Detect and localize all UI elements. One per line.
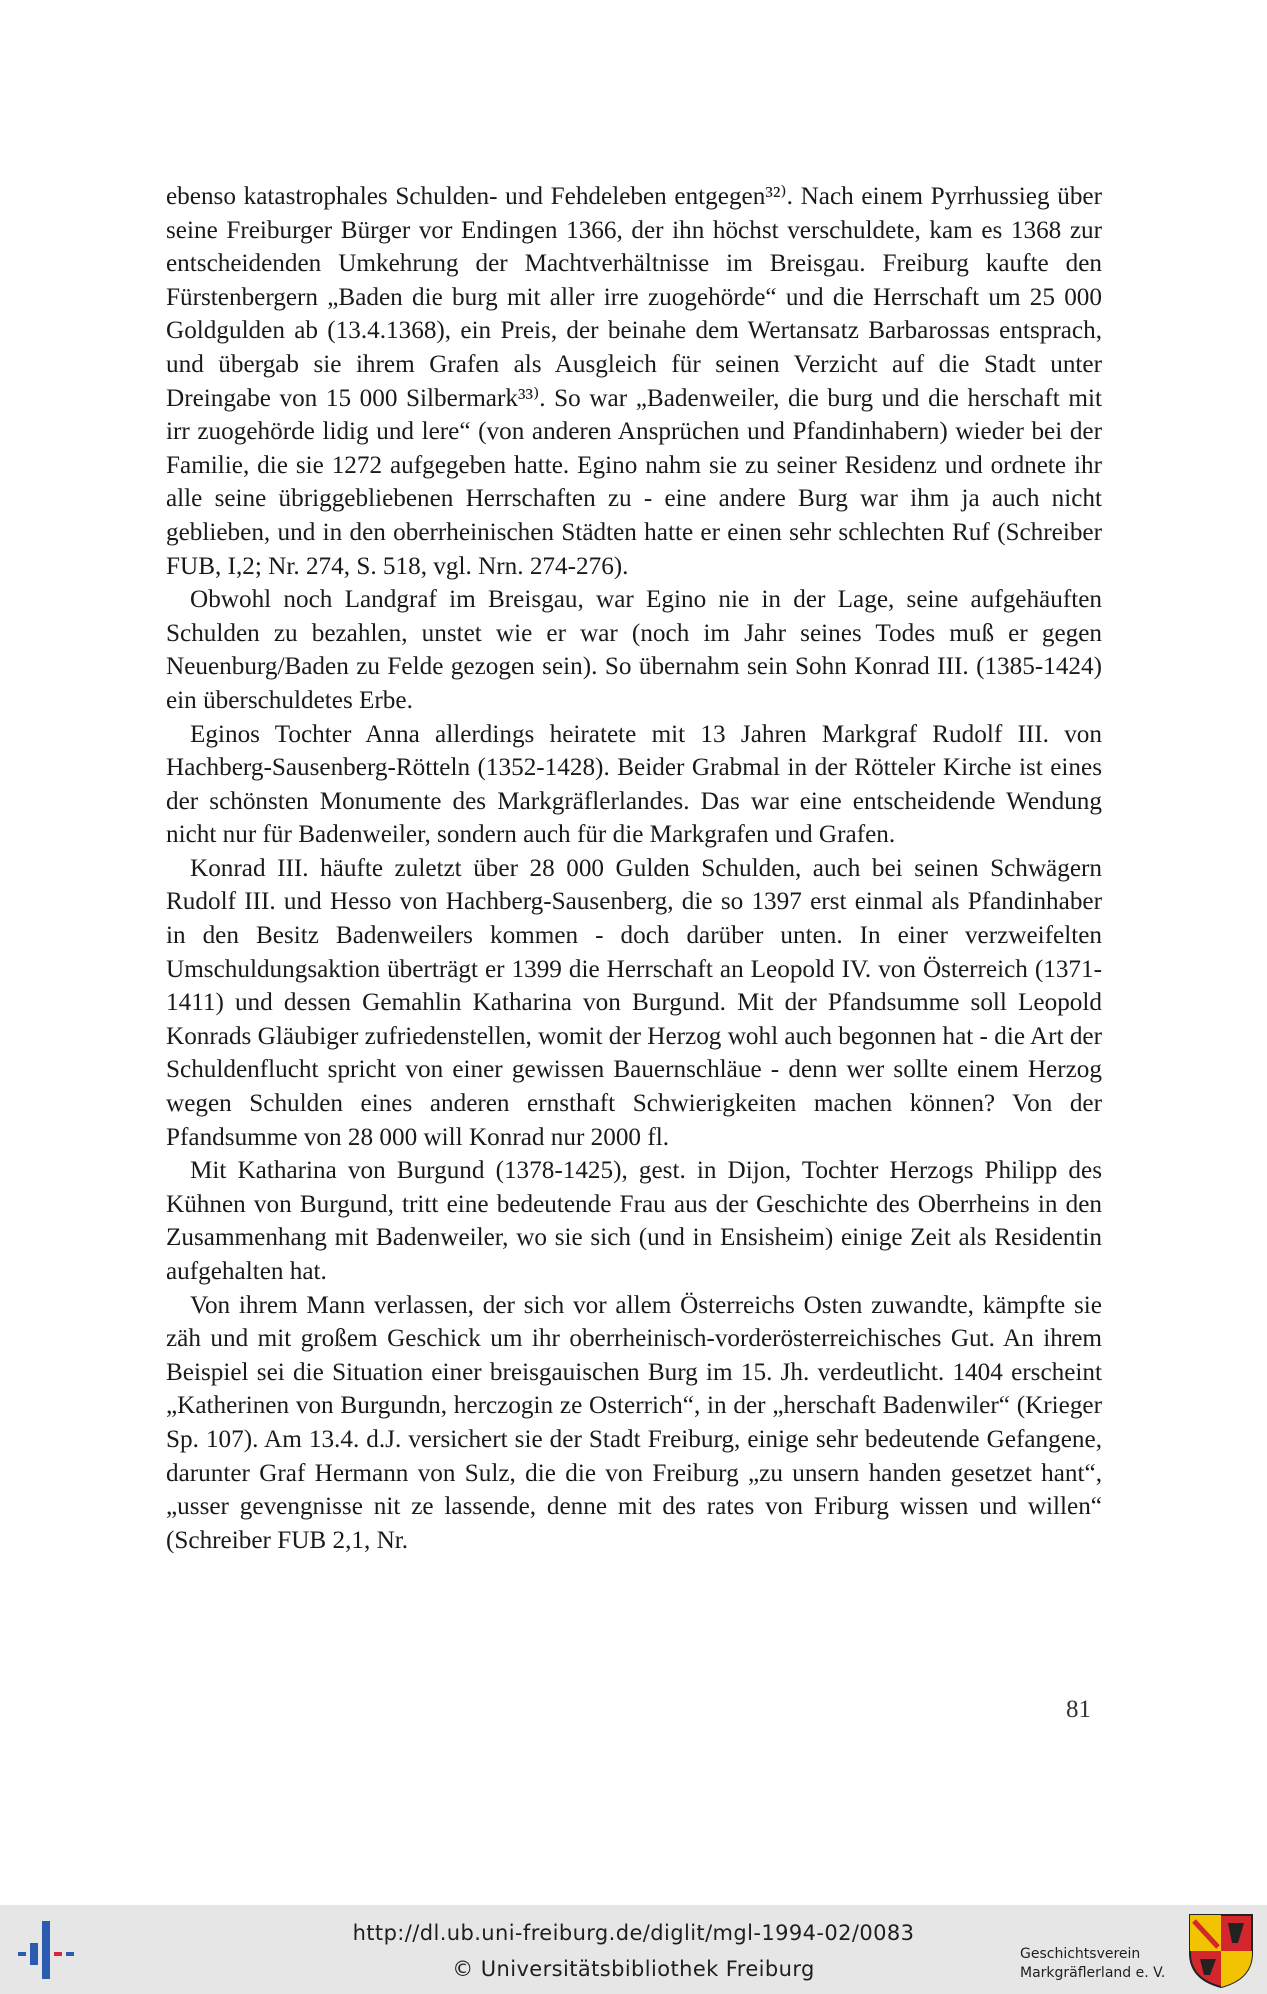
paragraph: Von ihrem Mann verlassen, der sich vor allem Österreichs Osten zuwandte, kämpfte sie zäh und mit großem Geschick um ihr oberrheinisch-vorderösterreichisches Gut. An ihrem Beispiel sei die Situation einer breisgauischen Burg im 15. Jh. verdeutlicht. 1404 erscheint „Katherinen von Burgundn, herczogin ze Osterrich“, in der „herschaft Badenwiler“ (Krieger Sp. 107). Am 13.4. d.J. versichert sie der Stadt Freiburg, einige sehr bedeutende Gefangene, darunter Graf Hermann von Sulz, die die von Freiburg „zu unsern handen gesetzet hant“, „usser gevengnisse nit ze lassende, denne mit des rates von Friburg wissen und willen“ (Schreiber FUB 2,1, Nr.	[166, 1291, 1102, 1554]
paragraph: Mit Katharina von Burgund (1378-1425), gest. in Dijon, Tochter Herzogs Philipp des Kühnen von Burgund, tritt eine bedeutende Frau aus der Geschichte des Oberrheins in den Zusammenhang mit Badenweiler, wo sie sich (und in Ensisheim) einige Zeit als Residentin aufgehalten hat.	[166, 1157, 1102, 1285]
paragraph: Eginos Tochter Anna allerdings heiratete mit 13 Jahren Markgraf Rudolf III. von Hachberg-Sausenberg-Rötteln (1352-1428). Beider Grabmal in der Rötteler Kirche ist eines der schönsten Monumente des Markgräflerlandes. Das war eine entscheidende Wendung nicht nur für Badenweiler, sondern auch für die Markgrafen und Grafen.	[166, 720, 1102, 849]
document-url-link[interactable]: http://dl.ub.uni-freiburg.de/diglit/mgl-1994-02/0083	[352, 1921, 915, 1945]
society-name	[1020, 1945, 1165, 1983]
copyright-text: © Universitätsbibliothek Freiburg	[452, 1957, 815, 1981]
body-text	[166, 180, 1102, 1557]
coat-of-arms-icon	[1188, 1913, 1254, 1989]
paragraph: Obwohl noch Landgraf im Breisgau, war Egino nie in der Lage, seine aufgehäuften Schulden zu bezahlen, unstet wie er war (noch im Jahr seines Todes muß er gegen Neuenburg/Baden zu Felde gezogen sein). So übernahm sein Sohn Konrad III. (1385-1424) ein überschuldetes Erbe.	[166, 586, 1102, 714]
society-line-2: Markgräflerland e. V.	[1020, 1965, 1166, 1981]
footer-bar	[0, 1905, 1267, 1994]
paragraph: ebenso katastrophales Schulden- und Fehdeleben entgegen³²⁾. Nach einem Pyrrhussieg über seine Freiburger Bürger vor Endingen 1366, der ihn höchst verschuldete, kam es 1368 zur entscheidenden Umkehrung der Machtverhältnisse im Breisgau. Freiburg kaufte den Fürstenbergern „Baden die burg mit aller irre zuogehörde“ und die Herrschaft um 25 000 Goldgulden ab (13.4.1368), ein Preis, der beinahe dem Wertansatz Barbarossas entsprach, und übergab sie ihrem Grafen als Ausgleich für seinen Verzicht auf die Stadt unter Dreingabe von 15 000 Silbermark³³⁾. So war „Badenweiler, die burg und die herschaft mit irr zuogehörde lidig und lere“ (von anderen Ansprüchen und Pfandinhabern) wieder bei der Familie, die sie 1272 aufgegeben hatte. Egino nahm sie zu seiner Residenz und ordnete ihr alle seine übriggebliebenen Herrschaften zu - eine andere Burg war ihm ja auch nicht geblieben, und in den oberrheinischen Städten hatte er einen sehr schlechten Ruf (Schreiber FUB, I,2; Nr. 274, S. 518, vgl. Nrn. 274-276).	[166, 183, 1102, 580]
society-line-1: Geschichtsverein	[1020, 1946, 1141, 1962]
page-number: 81	[1066, 1696, 1091, 1723]
paragraph: Konrad III. häufte zuletzt über 28 000 Gulden Schulden, auch bei seinen Schwägern Rudolf III. und Hesso von Hachberg-Sausenberg, die so 1397 erst einmal als Pfandinhaber in den Besitz Badenweilers kommen - doch darüber unten. In einer verzweifelten Umschuldungsaktion überträgt er 1399 die Herrschaft an Leopold IV. von Österreich (1371-1411) und dessen Gemahlin Katharina von Burgund. Mit der Pfandsumme soll Leopold Konrads Gläubiger zufriedenstellen, womit der Herzog wohl auch begonnen hat - die Art der Schuldenflucht spricht von einer gewissen Bauernschläue - denn wer sollte einem Herzog wegen Schulden eines anderen ernsthaft Schwierigkeiten machen können? Von der Pfandsumme von 28 000 will Konrad nur 2000 fl.	[166, 854, 1102, 1151]
